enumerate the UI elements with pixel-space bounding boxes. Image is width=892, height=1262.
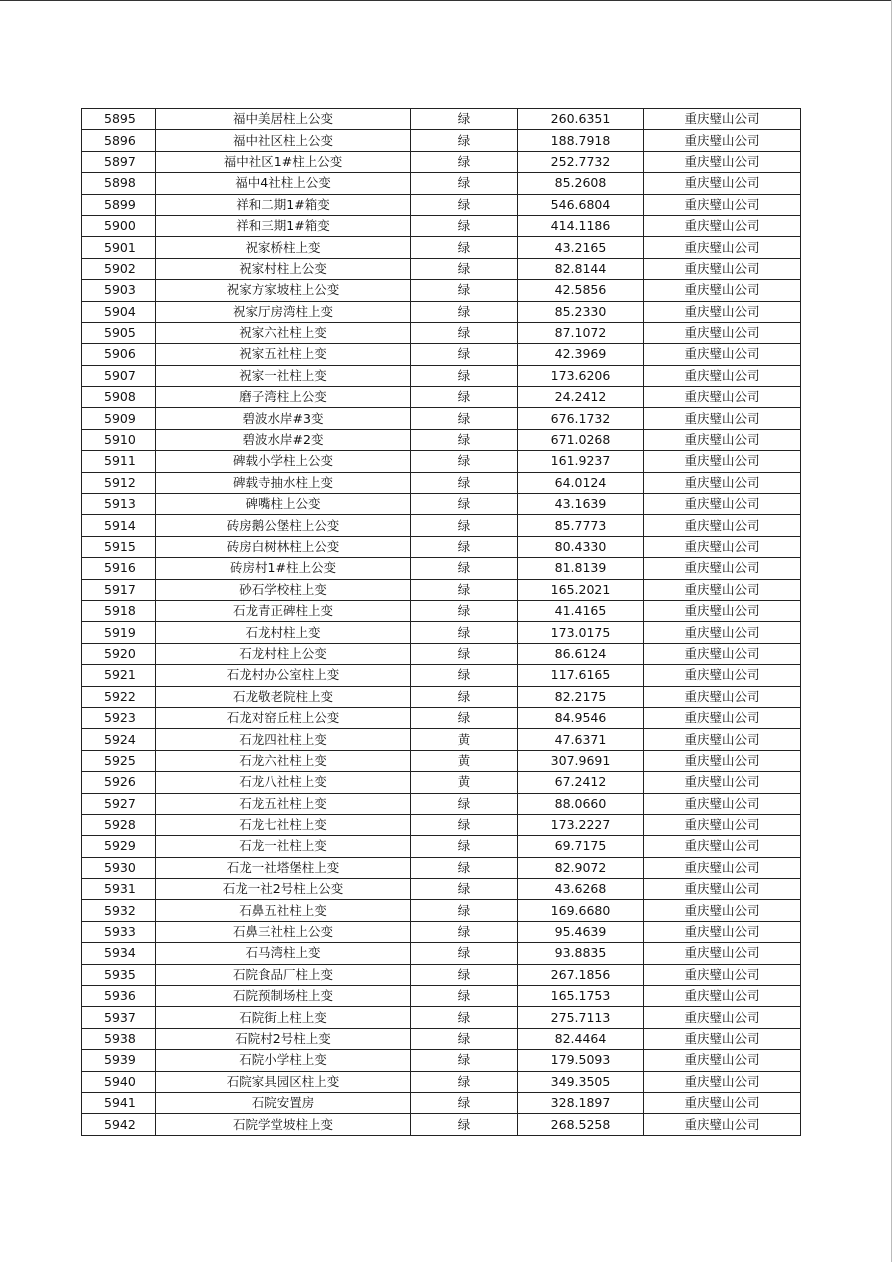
- table-row: [82, 258, 801, 279]
- status-color-cell: 绿: [411, 408, 518, 429]
- value-cell: 328.1897: [518, 1092, 644, 1113]
- status-color-cell: 绿: [411, 836, 518, 857]
- company-cell: 重庆璧山公司: [644, 344, 801, 365]
- company-cell: 重庆璧山公司: [644, 1071, 801, 1092]
- table-row: [82, 322, 801, 343]
- row-number-cell: 5938: [82, 1028, 156, 1049]
- transformer-name-cell: 石龙一社塔堡柱上变: [156, 857, 411, 878]
- table-row: [82, 750, 801, 771]
- row-number-cell: 5895: [82, 109, 156, 130]
- company-cell: 重庆璧山公司: [644, 237, 801, 258]
- value-cell: 414.1186: [518, 215, 644, 236]
- company-cell: 重庆璧山公司: [644, 408, 801, 429]
- company-cell: 重庆璧山公司: [644, 1050, 801, 1071]
- company-cell: 重庆璧山公司: [644, 301, 801, 322]
- company-cell: 重庆璧山公司: [644, 836, 801, 857]
- table-row: [82, 857, 801, 878]
- value-cell: 179.5093: [518, 1050, 644, 1071]
- company-cell: 重庆璧山公司: [644, 365, 801, 386]
- value-cell: 85.2608: [518, 173, 644, 194]
- row-number-cell: 5927: [82, 793, 156, 814]
- company-cell: 重庆璧山公司: [644, 280, 801, 301]
- company-cell: 重庆璧山公司: [644, 215, 801, 236]
- status-color-cell: 绿: [411, 558, 518, 579]
- row-number-cell: 5940: [82, 1071, 156, 1092]
- company-cell: 重庆璧山公司: [644, 900, 801, 921]
- company-cell: 重庆璧山公司: [644, 451, 801, 472]
- company-cell: 重庆璧山公司: [644, 494, 801, 515]
- company-cell: 重庆璧山公司: [644, 130, 801, 151]
- transformer-name-cell: 祥和二期1#箱变: [156, 194, 411, 215]
- transformer-name-cell: 石龙七社柱上变: [156, 814, 411, 835]
- table-row: [82, 387, 801, 408]
- status-color-cell: 绿: [411, 707, 518, 728]
- table-row: [82, 515, 801, 536]
- transformer-name-cell: 石院家具园区柱上变: [156, 1071, 411, 1092]
- value-cell: 268.5258: [518, 1114, 644, 1135]
- value-cell: 173.6206: [518, 365, 644, 386]
- status-color-cell: 绿: [411, 472, 518, 493]
- company-cell: 重庆璧山公司: [644, 387, 801, 408]
- row-number-cell: 5915: [82, 536, 156, 557]
- transformer-name-cell: 祝家五社柱上变: [156, 344, 411, 365]
- transformer-name-cell: 石院村2号柱上变: [156, 1028, 411, 1049]
- row-number-cell: 5919: [82, 622, 156, 643]
- value-cell: 117.6165: [518, 665, 644, 686]
- value-cell: 67.2412: [518, 772, 644, 793]
- transformer-name-cell: 石院预制场柱上变: [156, 986, 411, 1007]
- transformer-name-cell: 石院食品厂柱上变: [156, 964, 411, 985]
- transformer-name-cell: 石龙六社柱上变: [156, 750, 411, 771]
- value-cell: 161.9237: [518, 451, 644, 472]
- transformer-name-cell: 福中社区1#柱上公变: [156, 151, 411, 172]
- value-cell: 87.1072: [518, 322, 644, 343]
- row-number-cell: 5899: [82, 194, 156, 215]
- row-number-cell: 5907: [82, 365, 156, 386]
- company-cell: 重庆璧山公司: [644, 665, 801, 686]
- transformer-name-cell: 石龙一社2号柱上公变: [156, 879, 411, 900]
- transformer-name-cell: 石龙青正碑柱上变: [156, 600, 411, 621]
- row-number-cell: 5933: [82, 921, 156, 942]
- transformer-name-cell: 祝家一社柱上变: [156, 365, 411, 386]
- company-cell: 重庆璧山公司: [644, 772, 801, 793]
- status-color-cell: 绿: [411, 322, 518, 343]
- company-cell: 重庆璧山公司: [644, 173, 801, 194]
- status-color-cell: 绿: [411, 130, 518, 151]
- status-color-cell: 绿: [411, 1028, 518, 1049]
- table-row: [82, 1114, 801, 1135]
- transformer-table: [81, 108, 801, 1136]
- row-number-cell: 5905: [82, 322, 156, 343]
- status-color-cell: 绿: [411, 494, 518, 515]
- company-cell: 重庆璧山公司: [644, 943, 801, 964]
- transformer-name-cell: 石院小学柱上变: [156, 1050, 411, 1071]
- transformer-name-cell: 石鼻五社柱上变: [156, 900, 411, 921]
- status-color-cell: 黄: [411, 772, 518, 793]
- transformer-name-cell: 福中4社柱上公变: [156, 173, 411, 194]
- transformer-name-cell: 祝家方家坡柱上公变: [156, 280, 411, 301]
- status-color-cell: 绿: [411, 451, 518, 472]
- value-cell: 260.6351: [518, 109, 644, 130]
- row-number-cell: 5918: [82, 600, 156, 621]
- status-color-cell: 绿: [411, 280, 518, 301]
- transformer-name-cell: 石龙一社柱上变: [156, 836, 411, 857]
- table-row: [82, 408, 801, 429]
- value-cell: 86.6124: [518, 643, 644, 664]
- transformer-name-cell: 祝家厅房湾柱上变: [156, 301, 411, 322]
- transformer-name-cell: 祥和三期1#箱变: [156, 215, 411, 236]
- status-color-cell: 绿: [411, 301, 518, 322]
- table-row: [82, 194, 801, 215]
- company-cell: 重庆璧山公司: [644, 622, 801, 643]
- row-number-cell: 5902: [82, 258, 156, 279]
- company-cell: 重庆璧山公司: [644, 558, 801, 579]
- table-row: [82, 921, 801, 942]
- table-row: [82, 986, 801, 1007]
- company-cell: 重庆璧山公司: [644, 600, 801, 621]
- status-color-cell: 黄: [411, 750, 518, 771]
- company-cell: 重庆璧山公司: [644, 322, 801, 343]
- company-cell: 重庆璧山公司: [644, 536, 801, 557]
- company-cell: 重庆璧山公司: [644, 1028, 801, 1049]
- company-cell: 重庆璧山公司: [644, 750, 801, 771]
- table-row: [82, 836, 801, 857]
- table-row: [82, 173, 801, 194]
- company-cell: 重庆璧山公司: [644, 1007, 801, 1028]
- transformer-name-cell: 石院安置房: [156, 1092, 411, 1113]
- status-color-cell: 绿: [411, 964, 518, 985]
- table-row: [82, 1028, 801, 1049]
- table-row: [82, 900, 801, 921]
- table-row: [82, 109, 801, 130]
- transformer-name-cell: 碑载寺抽水柱上变: [156, 472, 411, 493]
- row-number-cell: 5922: [82, 686, 156, 707]
- value-cell: 41.4165: [518, 600, 644, 621]
- row-number-cell: 5939: [82, 1050, 156, 1071]
- value-cell: 69.7175: [518, 836, 644, 857]
- row-number-cell: 5897: [82, 151, 156, 172]
- table-row: [82, 301, 801, 322]
- status-color-cell: 绿: [411, 857, 518, 878]
- row-number-cell: 5935: [82, 964, 156, 985]
- row-number-cell: 5912: [82, 472, 156, 493]
- table-body: [82, 109, 801, 1136]
- row-number-cell: 5923: [82, 707, 156, 728]
- table-row: [82, 600, 801, 621]
- status-color-cell: 绿: [411, 686, 518, 707]
- value-cell: 95.4639: [518, 921, 644, 942]
- value-cell: 671.0268: [518, 429, 644, 450]
- row-number-cell: 5942: [82, 1114, 156, 1135]
- row-number-cell: 5917: [82, 579, 156, 600]
- company-cell: 重庆璧山公司: [644, 1092, 801, 1113]
- table-row: [82, 622, 801, 643]
- table-row: [82, 729, 801, 750]
- row-number-cell: 5929: [82, 836, 156, 857]
- transformer-name-cell: 磨子湾柱上公变: [156, 387, 411, 408]
- company-cell: 重庆璧山公司: [644, 643, 801, 664]
- status-color-cell: 绿: [411, 215, 518, 236]
- status-color-cell: 绿: [411, 237, 518, 258]
- transformer-name-cell: 石马湾柱上变: [156, 943, 411, 964]
- value-cell: 82.2175: [518, 686, 644, 707]
- row-number-cell: 5924: [82, 729, 156, 750]
- transformer-name-cell: 福中美居柱上公变: [156, 109, 411, 130]
- status-color-cell: 绿: [411, 1114, 518, 1135]
- value-cell: 82.4464: [518, 1028, 644, 1049]
- status-color-cell: 绿: [411, 1092, 518, 1113]
- company-cell: 重庆璧山公司: [644, 258, 801, 279]
- value-cell: 275.7113: [518, 1007, 644, 1028]
- row-number-cell: 5925: [82, 750, 156, 771]
- status-color-cell: 绿: [411, 429, 518, 450]
- table-row: [82, 814, 801, 835]
- value-cell: 188.7918: [518, 130, 644, 151]
- status-color-cell: 绿: [411, 600, 518, 621]
- company-cell: 重庆璧山公司: [644, 814, 801, 835]
- value-cell: 307.9691: [518, 750, 644, 771]
- status-color-cell: 绿: [411, 879, 518, 900]
- table-row: [82, 1007, 801, 1028]
- row-number-cell: 5904: [82, 301, 156, 322]
- transformer-name-cell: 碑载小学柱上公变: [156, 451, 411, 472]
- table-row: [82, 344, 801, 365]
- table-row: [82, 151, 801, 172]
- status-color-cell: 绿: [411, 536, 518, 557]
- status-color-cell: 绿: [411, 579, 518, 600]
- company-cell: 重庆璧山公司: [644, 579, 801, 600]
- transformer-name-cell: 石院街上柱上变: [156, 1007, 411, 1028]
- transformer-name-cell: 碧波水岸#3变: [156, 408, 411, 429]
- value-cell: 81.8139: [518, 558, 644, 579]
- value-cell: 165.2021: [518, 579, 644, 600]
- transformer-name-cell: 砖房白树林柱上公变: [156, 536, 411, 557]
- company-cell: 重庆璧山公司: [644, 729, 801, 750]
- company-cell: 重庆璧山公司: [644, 429, 801, 450]
- transformer-name-cell: 福中社区柱上公变: [156, 130, 411, 151]
- company-cell: 重庆璧山公司: [644, 109, 801, 130]
- transformer-name-cell: 石院学堂坡柱上变: [156, 1114, 411, 1135]
- value-cell: 165.1753: [518, 986, 644, 1007]
- row-number-cell: 5932: [82, 900, 156, 921]
- table-row: [82, 707, 801, 728]
- value-cell: 43.6268: [518, 879, 644, 900]
- row-number-cell: 5911: [82, 451, 156, 472]
- status-color-cell: 黄: [411, 729, 518, 750]
- status-color-cell: 绿: [411, 814, 518, 835]
- company-cell: 重庆璧山公司: [644, 793, 801, 814]
- table-row: [82, 1092, 801, 1113]
- row-number-cell: 5908: [82, 387, 156, 408]
- table-row: [82, 686, 801, 707]
- value-cell: 93.8835: [518, 943, 644, 964]
- table-row: [82, 772, 801, 793]
- table-row: [82, 643, 801, 664]
- status-color-cell: 绿: [411, 515, 518, 536]
- value-cell: 42.3969: [518, 344, 644, 365]
- transformer-name-cell: 石龙敬老院柱上变: [156, 686, 411, 707]
- company-cell: 重庆璧山公司: [644, 686, 801, 707]
- table-row: [82, 280, 801, 301]
- value-cell: 169.6680: [518, 900, 644, 921]
- value-cell: 84.9546: [518, 707, 644, 728]
- transformer-name-cell: 祝家村柱上公变: [156, 258, 411, 279]
- transformer-name-cell: 砖房鹅公堡柱上公变: [156, 515, 411, 536]
- status-color-cell: 绿: [411, 109, 518, 130]
- value-cell: 24.2412: [518, 387, 644, 408]
- status-color-cell: 绿: [411, 1050, 518, 1071]
- table-row: [82, 665, 801, 686]
- row-number-cell: 5903: [82, 280, 156, 301]
- transformer-name-cell: 碧波水岸#2变: [156, 429, 411, 450]
- row-number-cell: 5936: [82, 986, 156, 1007]
- status-color-cell: 绿: [411, 344, 518, 365]
- status-color-cell: 绿: [411, 622, 518, 643]
- table-row: [82, 793, 801, 814]
- table-row: [82, 494, 801, 515]
- row-number-cell: 5898: [82, 173, 156, 194]
- status-color-cell: 绿: [411, 900, 518, 921]
- status-color-cell: 绿: [411, 793, 518, 814]
- page-top-border: [0, 0, 892, 1]
- value-cell: 267.1856: [518, 964, 644, 985]
- row-number-cell: 5913: [82, 494, 156, 515]
- status-color-cell: 绿: [411, 258, 518, 279]
- value-cell: 43.1639: [518, 494, 644, 515]
- row-number-cell: 5906: [82, 344, 156, 365]
- status-color-cell: 绿: [411, 921, 518, 942]
- value-cell: 676.1732: [518, 408, 644, 429]
- value-cell: 349.3505: [518, 1071, 644, 1092]
- status-color-cell: 绿: [411, 665, 518, 686]
- status-color-cell: 绿: [411, 1007, 518, 1028]
- company-cell: 重庆璧山公司: [644, 194, 801, 215]
- transformer-name-cell: 石鼻三社柱上公变: [156, 921, 411, 942]
- status-color-cell: 绿: [411, 1071, 518, 1092]
- company-cell: 重庆璧山公司: [644, 151, 801, 172]
- transformer-name-cell: 石龙五社柱上变: [156, 793, 411, 814]
- table-row: [82, 429, 801, 450]
- row-number-cell: 5934: [82, 943, 156, 964]
- table-row: [82, 215, 801, 236]
- row-number-cell: 5909: [82, 408, 156, 429]
- value-cell: 80.4330: [518, 536, 644, 557]
- table-row: [82, 536, 801, 557]
- company-cell: 重庆璧山公司: [644, 707, 801, 728]
- company-cell: 重庆璧山公司: [644, 857, 801, 878]
- table-row: [82, 237, 801, 258]
- transformer-name-cell: 石龙对窑丘柱上公变: [156, 707, 411, 728]
- table-row: [82, 365, 801, 386]
- transformer-name-cell: 碑嘴柱上公变: [156, 494, 411, 515]
- row-number-cell: 5920: [82, 643, 156, 664]
- company-cell: 重庆璧山公司: [644, 1114, 801, 1135]
- value-cell: 82.8144: [518, 258, 644, 279]
- transformer-name-cell: 石龙村柱上公变: [156, 643, 411, 664]
- status-color-cell: 绿: [411, 943, 518, 964]
- value-cell: 252.7732: [518, 151, 644, 172]
- table-row: [82, 558, 801, 579]
- status-color-cell: 绿: [411, 387, 518, 408]
- transformer-name-cell: 祝家六社柱上变: [156, 322, 411, 343]
- transformer-name-cell: 祝家桥柱上变: [156, 237, 411, 258]
- value-cell: 173.2227: [518, 814, 644, 835]
- row-number-cell: 5941: [82, 1092, 156, 1113]
- row-number-cell: 5910: [82, 429, 156, 450]
- table-row: [82, 579, 801, 600]
- status-color-cell: 绿: [411, 194, 518, 215]
- value-cell: 82.9072: [518, 857, 644, 878]
- table-row: [82, 879, 801, 900]
- row-number-cell: 5931: [82, 879, 156, 900]
- transformer-name-cell: 砂石学校柱上变: [156, 579, 411, 600]
- status-color-cell: 绿: [411, 151, 518, 172]
- row-number-cell: 5926: [82, 772, 156, 793]
- row-number-cell: 5930: [82, 857, 156, 878]
- row-number-cell: 5900: [82, 215, 156, 236]
- transformer-name-cell: 石龙四社柱上变: [156, 729, 411, 750]
- value-cell: 47.6371: [518, 729, 644, 750]
- value-cell: 546.6804: [518, 194, 644, 215]
- status-color-cell: 绿: [411, 173, 518, 194]
- table-row: [82, 1050, 801, 1071]
- table-row: [82, 943, 801, 964]
- company-cell: 重庆璧山公司: [644, 986, 801, 1007]
- value-cell: 173.0175: [518, 622, 644, 643]
- transformer-name-cell: 砖房村1#柱上公变: [156, 558, 411, 579]
- row-number-cell: 5937: [82, 1007, 156, 1028]
- row-number-cell: 5928: [82, 814, 156, 835]
- value-cell: 85.7773: [518, 515, 644, 536]
- company-cell: 重庆璧山公司: [644, 515, 801, 536]
- status-color-cell: 绿: [411, 365, 518, 386]
- value-cell: 42.5856: [518, 280, 644, 301]
- value-cell: 64.0124: [518, 472, 644, 493]
- transformer-name-cell: 石龙村办公室柱上变: [156, 665, 411, 686]
- row-number-cell: 5896: [82, 130, 156, 151]
- status-color-cell: 绿: [411, 643, 518, 664]
- company-cell: 重庆璧山公司: [644, 964, 801, 985]
- transformer-name-cell: 石龙村柱上变: [156, 622, 411, 643]
- row-number-cell: 5914: [82, 515, 156, 536]
- table-row: [82, 130, 801, 151]
- status-color-cell: 绿: [411, 986, 518, 1007]
- value-cell: 85.2330: [518, 301, 644, 322]
- row-number-cell: 5921: [82, 665, 156, 686]
- row-number-cell: 5901: [82, 237, 156, 258]
- transformer-name-cell: 石龙八社柱上变: [156, 772, 411, 793]
- table-row: [82, 472, 801, 493]
- table-row: [82, 451, 801, 472]
- table-row: [82, 1071, 801, 1092]
- row-number-cell: 5916: [82, 558, 156, 579]
- company-cell: 重庆璧山公司: [644, 921, 801, 942]
- value-cell: 88.0660: [518, 793, 644, 814]
- company-cell: 重庆璧山公司: [644, 879, 801, 900]
- value-cell: 43.2165: [518, 237, 644, 258]
- table-row: [82, 964, 801, 985]
- company-cell: 重庆璧山公司: [644, 472, 801, 493]
